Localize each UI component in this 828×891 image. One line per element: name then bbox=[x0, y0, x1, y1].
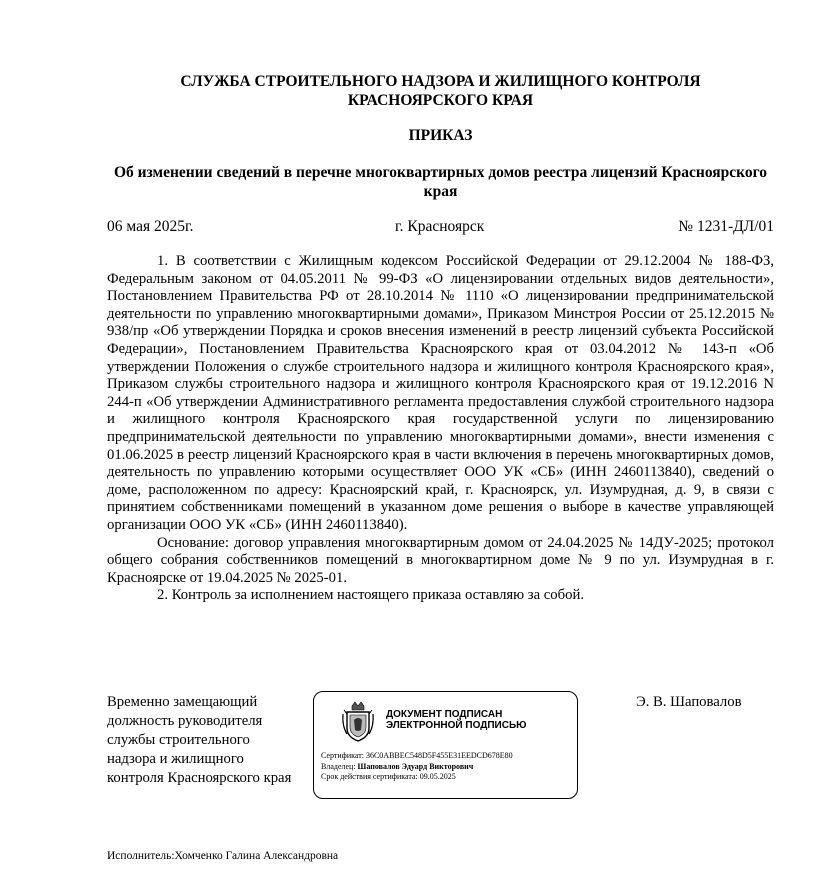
organization-name-line2: КРАСНОЯРСКОГО КРАЯ bbox=[347, 92, 534, 109]
document-body bbox=[107, 253, 774, 605]
paragraph-basis: Основание: договор управления многоквартирным домом от 24.04.2025 № 14ДУ-2025; протокол общего собрания собственников помещений в многоквартирном доме № 9 по ул. Изумрудная в г. Красноярске от 19.04.2025 № 2025-01. bbox=[107, 534, 774, 586]
paragraph-2: 2. Контроль за исполнением настоящего приказа оставляю за собой. bbox=[157, 587, 584, 604]
organization-name bbox=[107, 72, 774, 110]
organization-name-line1: СЛУЖБА СТРОИТЕЛЬНОГО НАДЗОРА И ЖИЛИЩНОГО КОНТРОЛЯ bbox=[180, 73, 701, 90]
validity-row bbox=[321, 772, 513, 783]
owner-label: Владелец: bbox=[321, 761, 356, 771]
document-type: ПРИКАЗ bbox=[408, 127, 473, 144]
stamp-title-line1: ДОКУМЕНТ ПОДПИСАН bbox=[386, 709, 503, 720]
electronic-signature-stamp bbox=[313, 691, 578, 799]
validity-label: Срок действия сертификата: bbox=[321, 772, 418, 781]
signer-name: Э. В. Шаповалов bbox=[636, 694, 742, 710]
owner-value: Шаповалов Эдуард Викторович bbox=[357, 761, 474, 771]
certificate-row bbox=[321, 751, 513, 762]
document-subject: Об изменении сведений в перечне многоквартирных домов реестра лицензий Красноярского края bbox=[113, 164, 768, 200]
certificate-label: Сертификат: bbox=[321, 751, 364, 760]
krasnoyarsk-coat-of-arms-icon bbox=[341, 700, 375, 742]
document-number: № 1231-ДЛ/01 bbox=[678, 218, 774, 235]
stamp-title-line2: ЭЛЕКТРОННОЙ ПОДПИСЬЮ bbox=[386, 720, 527, 731]
stamp-details bbox=[321, 751, 513, 783]
stamp-title bbox=[386, 709, 526, 731]
executor-line: Исполнитель:Хомченко Галина Александровна bbox=[107, 850, 339, 862]
owner-row bbox=[321, 762, 513, 773]
document-date: 06 мая 2025г. bbox=[107, 218, 194, 235]
document-city: г. Красноярск bbox=[395, 218, 485, 235]
signer-position: Временно замещающий должность руководителя службы строительного надзора и жилищного контроля Красноярского края bbox=[107, 694, 292, 786]
paragraph-1: 1. В соответствии с Жилищным кодексом Российской Федерации от 29.12.2004 № 188-ФЗ, Федеральным законом от 04.05.2011 № 99-ФЗ «О лицензировании отдельных видов деятельности», Постановлением Правительства РФ от 28.10.2014 № 1110 «О лицензировании предпринимательской деятельности по управлению многоквартирными домами», Приказом Минстроя России от 25.12.2015 № 938/пр «Об утверждении Порядка и сроков внесения изменений в реестр лицензий субъекта Российской Федерации», Постановлением Правительства Красноярского края от 03.04.2012 № 143-п «Об утверждении Положения о службе строительного надзора и жилищного контроля Красноярского края», Приказом службы строительного надзора и жилищного контроля Красноярского края от 19.12.2016 N 244-п «Об утверждении Административного регламента предоставления службой строительного надзора и жилищного контроля Красноярского края государственной услуги по лицензированию предпринимательской деятельности по управлению многоквартирными домами», внести изменения с 01.06.2025 в реестр лицензий Красноярского края в части включения в перечень многоквартирных домов, деятельность по управлению которыми осуществляет ООО УК «СБ» (ИНН 2460113840), сведений о доме, расположенном по адресу: Красноярский край, г. Красноярск, ул. Изумрудная, д. 9, в связи с принятием собственниками помещений в указанном доме решения о выборе в качестве управляющей организации ООО УК «СБ» (ИНН 2460113840). bbox=[107, 253, 774, 533]
document-meta bbox=[107, 217, 774, 236]
validity-value: 09.05.2025 bbox=[419, 772, 456, 781]
certificate-value: 36C0ABBEC548D5F455E31EEDCD678E80 bbox=[365, 751, 513, 760]
